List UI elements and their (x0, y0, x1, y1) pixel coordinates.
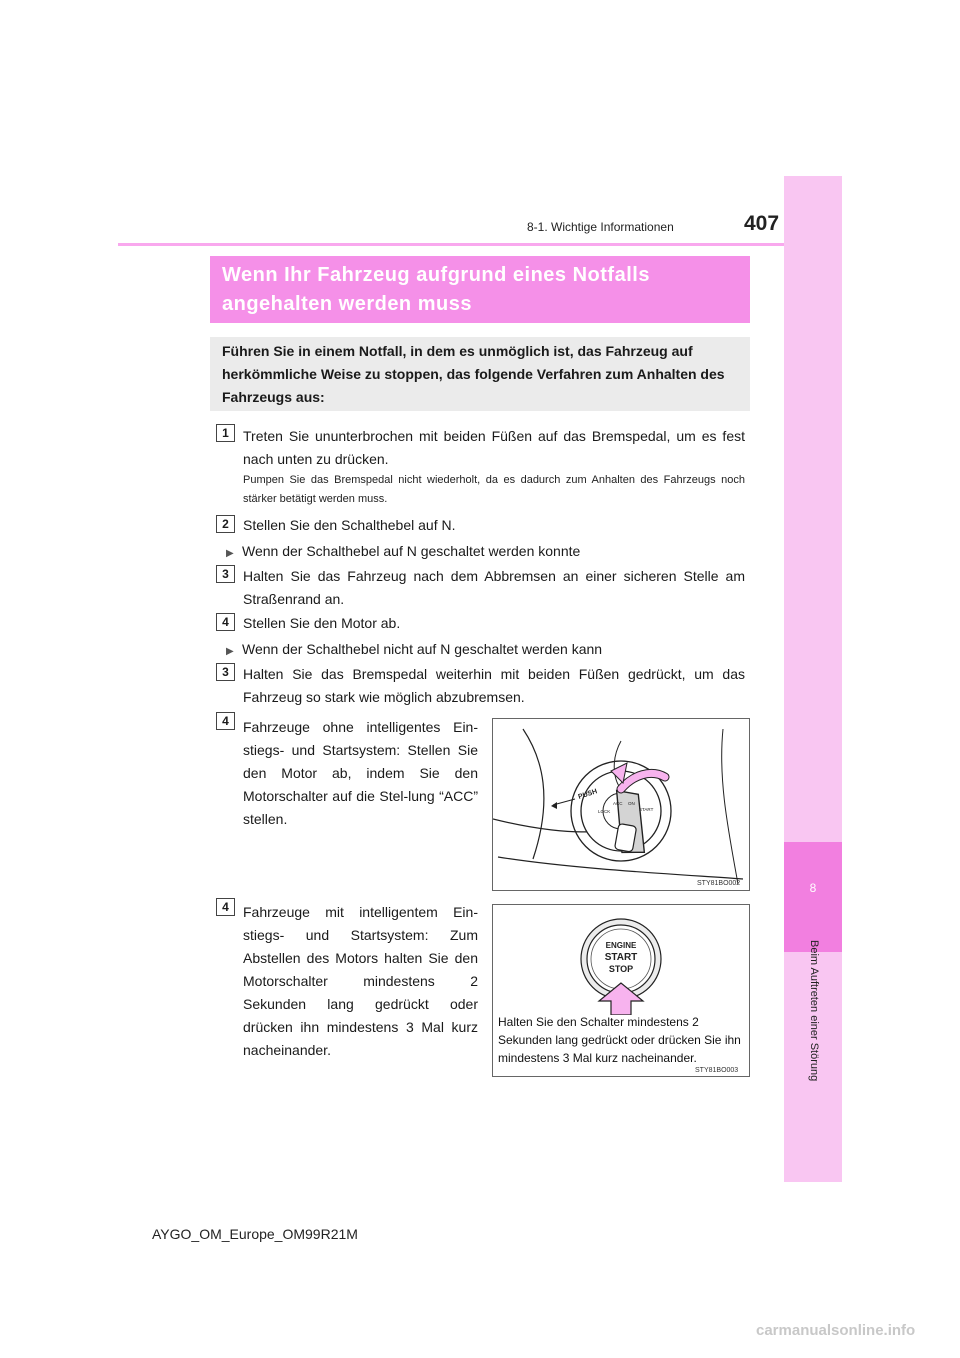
position-lock: LOCK (598, 809, 611, 814)
position-acc: ACC (613, 801, 623, 806)
step-text: Fahrzeuge mit intelligentem Ein-stiegs- und Startsystem: Zum Abstellen des Motors halten Sie den Motorschalter mindestens 2 Sekunden lang gedrückt oder drücken ihn mindestens 3 Mal kurz nacheinander. (243, 904, 478, 1058)
chapter-number: 8 (784, 842, 842, 952)
title-line-2: angehalten werden muss (222, 293, 472, 315)
button-line-3: STOP (608, 964, 634, 974)
button-line-1: ENGINE (605, 941, 637, 950)
chapter-title: Beim Auftreten einer Störung (808, 940, 820, 1082)
section-label: 8-1. Wichtige Informationen (527, 220, 674, 234)
case-heading (226, 540, 746, 565)
start-stop-figure (492, 904, 750, 1077)
step-text: Stellen Sie den Motor ab. (243, 615, 401, 631)
step-number: 4 (216, 712, 235, 730)
case-text: Wenn der Schalthebel nicht auf N geschaltet werden kann (242, 641, 603, 657)
step-number: 2 (216, 515, 235, 533)
position-on: ON (628, 801, 635, 806)
step-text: Halten Sie das Bremspedal weiterhin mit beiden Füßen gedrückt, um das Fahrzeug so stark wie möglich abzubremsen. (243, 666, 745, 705)
step-text: Stellen Sie den Schalthebel auf N. (243, 517, 456, 533)
ignition-key-illustration (493, 719, 749, 890)
ignition-key-figure (492, 718, 750, 891)
position-start: START (639, 807, 654, 812)
step-number: 1 (216, 424, 235, 442)
step-number: 3 (216, 565, 235, 583)
case-text: Wenn der Schalthebel auf N geschaltet werden konnte (242, 543, 581, 559)
figure-code: STY81BO002 (697, 880, 741, 887)
step-number: 3 (216, 663, 235, 681)
step-note: Pumpen Sie das Bremspedal nicht wiederholt, da es dadurch zum Anhalten des Fahrzeugs noch stärker betätigt werden muss. (243, 474, 745, 505)
button-line-2: START (604, 952, 638, 963)
step-text: Treten Sie ununterbrochen mit beiden Füßen auf das Bremspedal, um es fest nach unten zu drücken. (243, 428, 745, 467)
start-stop-illustration (493, 905, 749, 1015)
figure-code: STY81BO003 (695, 1067, 739, 1074)
push-label: PUSH (577, 788, 599, 801)
figure-caption: Halten Sie den Schalter mindestens 2 Sekunden lang gedrückt oder drücken Sie ihn mindestens 3 Mal kurz nacheinander. (498, 1015, 741, 1065)
step-number: 4 (216, 898, 235, 916)
section-title (210, 256, 750, 323)
step-text: Fahrzeuge ohne intelligentes Ein-stiegs- und Startsystem: Stellen Sie den Motor ab, indem Sie den Motorschalter auf die Stel-lung “ACC” stellen. (243, 719, 478, 827)
step-text: Halten Sie das Fahrzeug nach dem Abbremsen an einer sicheren Stelle am Straßenrand an. (243, 568, 745, 607)
intro-box: Führen Sie in einem Notfall, in dem es unmöglich ist, das Fahrzeug auf herkömmliche Weise zu stoppen, das folgende Verfahren zum Anhalten des Fahrzeugs aus: (210, 337, 750, 411)
watermark: carmanualsonline.info (756, 1322, 916, 1339)
triangle-marker-icon: ▶ (226, 548, 234, 559)
page-number: 407 (744, 212, 780, 235)
title-line-1: Wenn Ihr Fahrzeug aufgrund eines Notfalls (222, 264, 650, 286)
header-rule (118, 243, 784, 246)
case-heading (226, 638, 746, 663)
footer-code: AYGO_OM_Europe_OM99R21M (152, 1226, 358, 1242)
triangle-marker-icon: ▶ (226, 646, 234, 657)
step-number: 4 (216, 613, 235, 631)
